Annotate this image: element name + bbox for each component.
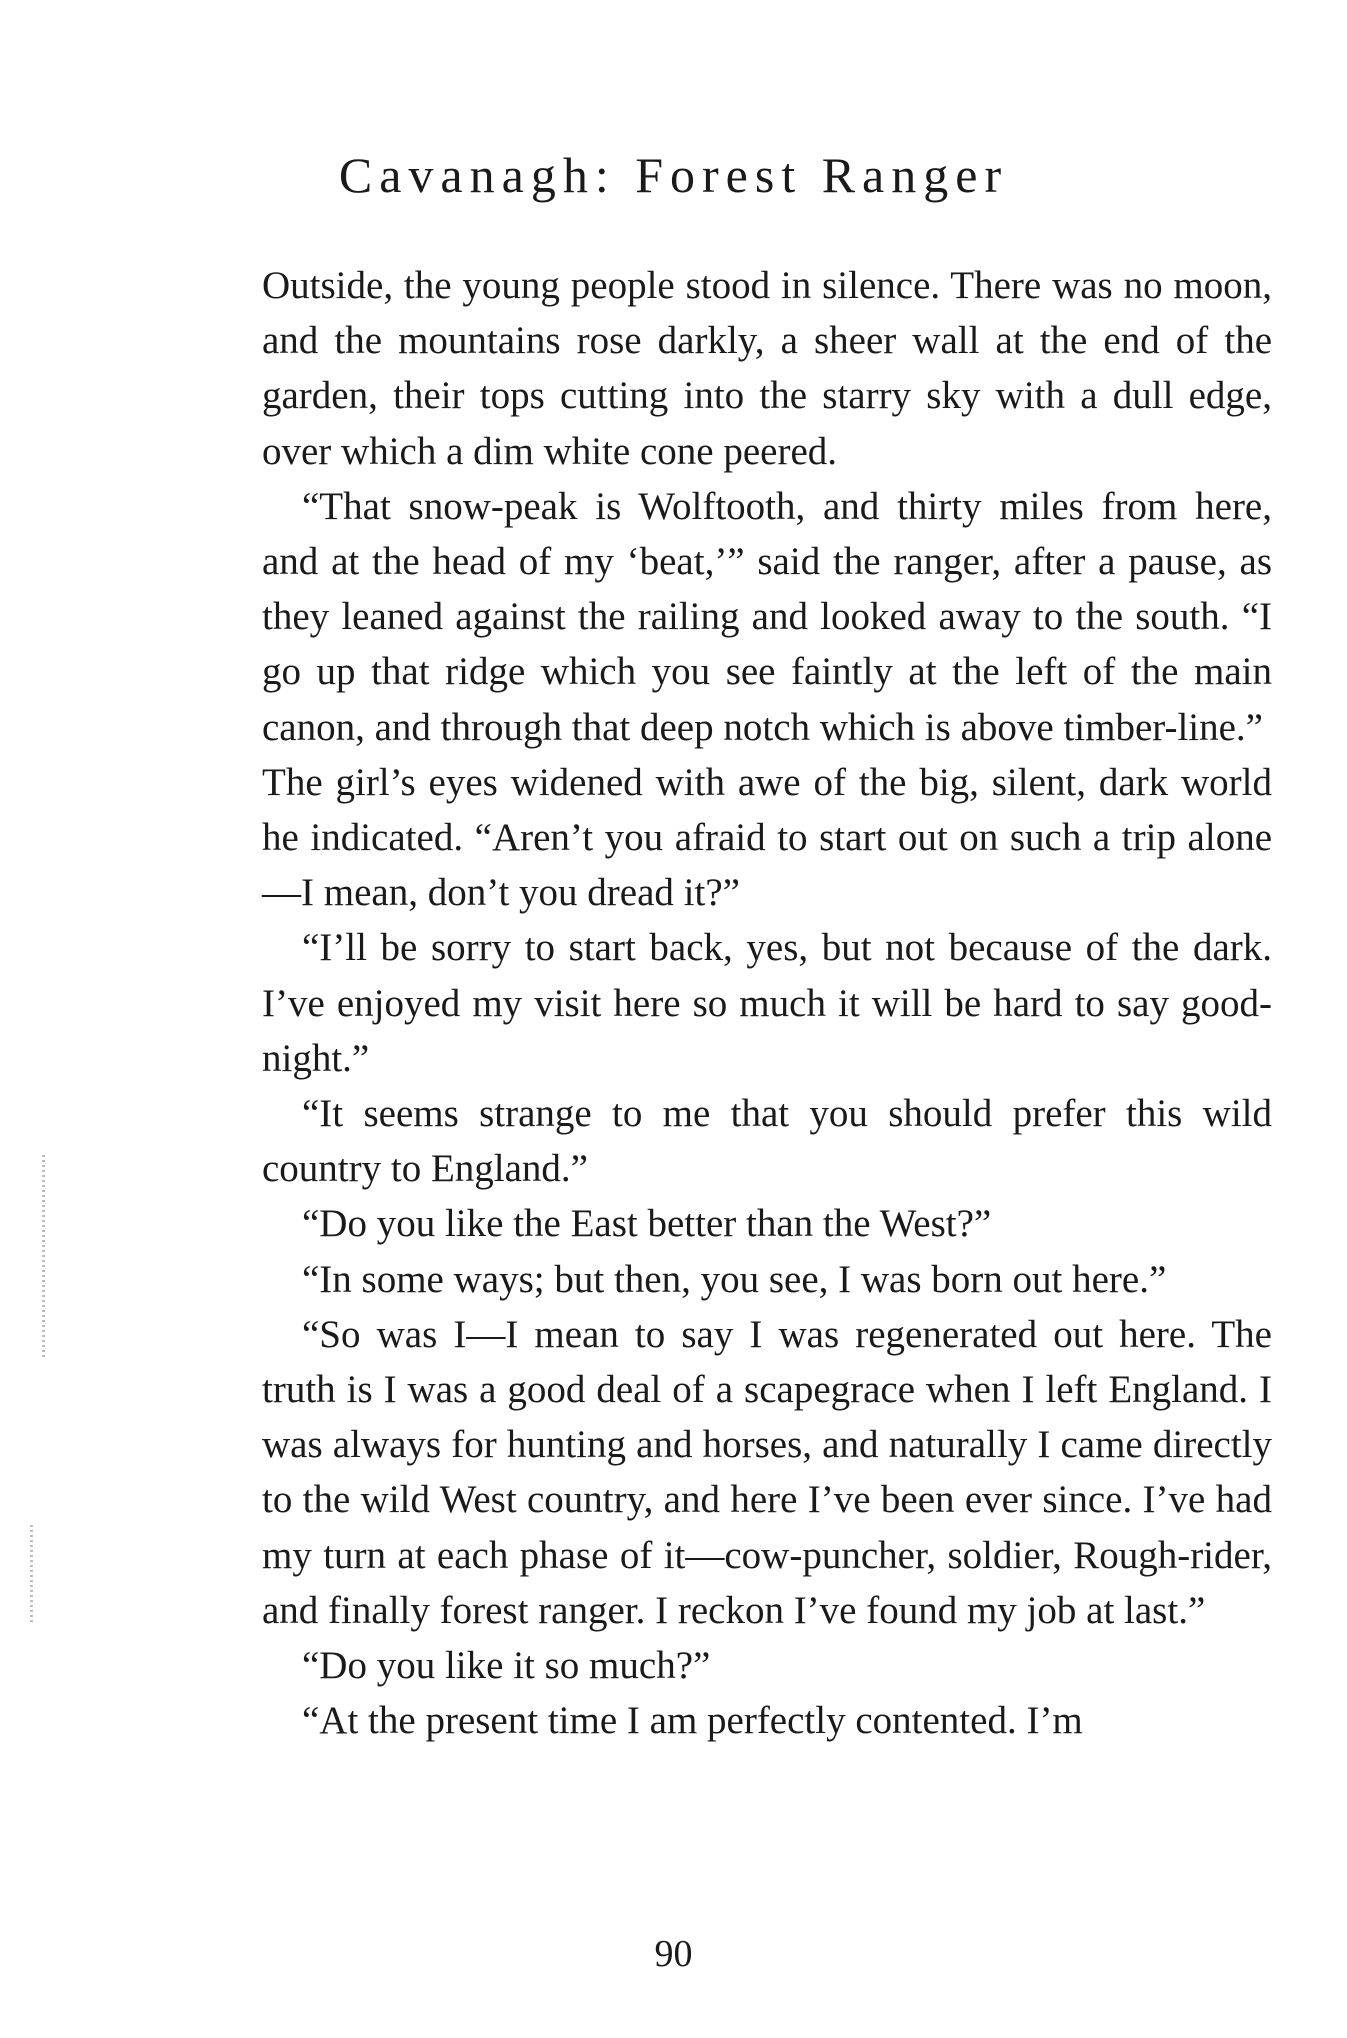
scan-artifact	[42, 1155, 45, 1360]
body-text	[262, 258, 1272, 1748]
paragraph: “Do you like it so much?”	[302, 1644, 711, 1688]
paragraph: “Do you like the East better than the West?”	[302, 1202, 992, 1246]
page-number: 90	[654, 1933, 693, 1975]
paragraph: “In some ways; but then, you see, I was born out here.”	[302, 1257, 1167, 1301]
paragraph: “I’ll be sorry to start back, yes, but not because of the dark. I’ve enjoyed my visit here so much it will be hard to say good-night.”	[262, 926, 1272, 1080]
paragraph: “It seems strange to me that you should prefer this wild country to England.”	[262, 1092, 1272, 1191]
scan-artifact	[30, 1525, 33, 1625]
paragraph: Outside, the young people stood in silence. There was no moon, and the mountains rose darkly, a sheer wall at the end of the garden, their tops cutting into the starry sky with a dull edge, over which a dim white cone peered.	[262, 264, 1272, 473]
paragraph: The girl’s eyes widened with awe of the big, silent, dark world he indicated. “Aren’t you afraid to start out on such a trip alone—I mean, don’t you dread it?”	[262, 760, 1272, 915]
paragraph: “At the present time I am perfectly contented. I’m	[302, 1699, 1083, 1743]
paragraph: “So was I—I mean to say I was regenerated out here. The truth is I was a good deal of a scapegrace when I left England. I was always for hunting and horses, and naturally I came directly to the wild West country, and here I’ve been ever since. I’ve had my turn at each phase of it—cow-puncher, soldier, Rough-rider, and finally forest ranger. I reckon I’ve found my job at last.”	[262, 1312, 1272, 1632]
paragraph: “That snow-peak is Wolftooth, and thirty miles from here, and at the head of my ‘beat,’” said the ranger, after a pause, as they leaned against the railing and looked away to the south. “I go up that ridge which you see faintly at the left of the main canon, and through that deep notch which is above timber-line.”	[262, 484, 1272, 749]
running-head: Cavanagh: Forest Ranger	[338, 147, 1009, 203]
